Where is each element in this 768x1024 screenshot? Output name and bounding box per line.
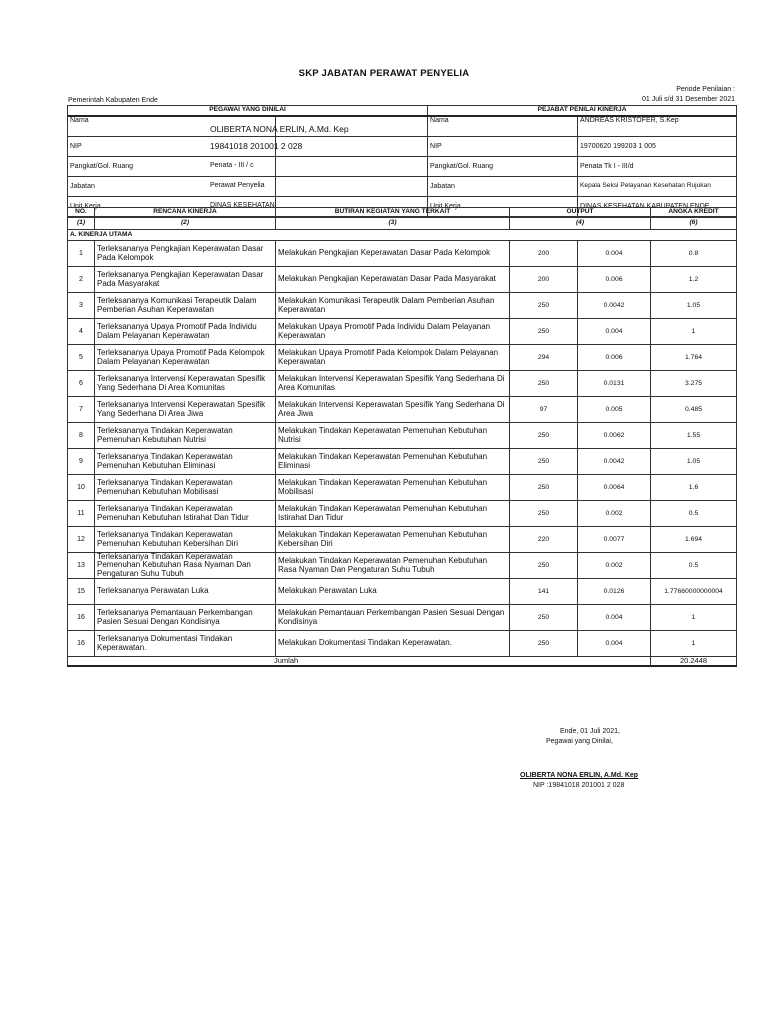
pegawai-pangkat-value [210, 157, 428, 177]
table-row [68, 267, 737, 293]
table-row [68, 605, 737, 631]
row-rencana: Terleksananya Dokumentasi Tindakan Keperawatan. [95, 631, 276, 657]
pegawai-header: PEGAWAI YANG DINILAI [68, 106, 428, 117]
identity-row-jabatan [68, 177, 737, 197]
row-no: 1 [68, 241, 95, 267]
row-no: 4 [68, 319, 95, 345]
table-row [68, 241, 737, 267]
row-rencana: Terleksananya Tindakan Keperawatan Pemenuhan Kebutuhan Nutrisi [95, 423, 276, 449]
signature-name: OLIBERTA NONA ERLIN, A.Md. Kep [520, 772, 639, 779]
row-rencana: Terleksananya Tindakan Keperawatan Pemenuhan Kebutuhan Eliminasi [95, 449, 276, 475]
row-angka-kredit: 1.6 [651, 475, 737, 501]
row-rencana: Terleksananya Upaya Promotif Pada Individu Dalam Pelayanan Keperawatan [95, 319, 276, 345]
periode-value: 01 Juli s/d 31 Desember 2021 [642, 96, 735, 103]
section-label: A. KINERJA UTAMA [68, 230, 737, 241]
col-no-header: NO. [68, 208, 95, 218]
row-butiran: Melakukan Tindakan Keperawatan Pemenuhan Kebutuhan Istirahat Dan Tidur [276, 501, 510, 527]
table-row [68, 423, 737, 449]
col-output-header: OUTPUT [510, 208, 651, 218]
pejabat-pangkat-label: Pangkat/Gol. Ruang [428, 157, 578, 177]
row-butiran: Melakukan Komunikasi Terapeutik Dalam Pemberian Asuhan Keperawatan [276, 293, 510, 319]
pegawai-nip-label: NIP [68, 137, 276, 157]
row-angka-kredit: 1.2 [651, 267, 737, 293]
row-output-volume: 250 [510, 423, 578, 449]
total-value: 20.2448 [651, 657, 737, 667]
row-no: 2 [68, 267, 95, 293]
row-angka-kredit: 0.485 [651, 397, 737, 423]
row-output-kredit: 0.004 [578, 241, 651, 267]
row-butiran: Melakukan Dokumentasi Tindakan Keperawatan. [276, 631, 510, 657]
row-butiran: Melakukan Tindakan Keperawatan Pemenuhan Kebutuhan Mobilisasi [276, 475, 510, 501]
row-angka-kredit: 1.77660000000004 [651, 579, 737, 605]
row-output-kredit: 0.002 [578, 501, 651, 527]
row-angka-kredit: 1.55 [651, 423, 737, 449]
row-output-volume: 97 [510, 397, 578, 423]
row-no: 16 [68, 631, 95, 657]
row-output-volume: 200 [510, 267, 578, 293]
row-no: 3 [68, 293, 95, 319]
row-output-kredit: 0.0077 [578, 527, 651, 553]
row-rencana: Terleksananya Intervensi Keperawatan Spesifik Yang Sederhana Di Area Jiwa [95, 397, 276, 423]
pegawai-unit-label: Unit Kerja [68, 197, 276, 217]
row-output-kredit: 0.005 [578, 397, 651, 423]
identity-row-nama [68, 116, 737, 137]
row-angka-kredit: 0.5 [651, 501, 737, 527]
row-output-volume: 250 [510, 371, 578, 397]
row-rencana: Terleksananya Upaya Promotif Pada Kelompok Dalam Pelayanan Keperawatan [95, 345, 276, 371]
col-angka-header: ANGKA KREDIT [651, 208, 737, 218]
pejabat-nama-value: ANDREAS KRISTOFER, S.Kep [578, 116, 737, 137]
kinerja-table [67, 207, 737, 667]
row-rencana: Terleksananya Tindakan Keperawatan Pemenuhan Kebutuhan Kebersihan Diri [95, 527, 276, 553]
kinerja-rows [68, 241, 737, 657]
row-angka-kredit: 1.764 [651, 345, 737, 371]
row-rencana: Terleksananya Pengkajian Keperawatan Dasar Pada Kelompok [95, 241, 276, 267]
row-output-kredit: 0.004 [578, 631, 651, 657]
row-output-volume: 294 [510, 345, 578, 371]
total-row [68, 657, 737, 667]
row-output-kredit: 0.004 [578, 605, 651, 631]
row-output-kredit: 0.0064 [578, 475, 651, 501]
table-row [68, 319, 737, 345]
table-row [68, 293, 737, 319]
row-output-kredit: 0.004 [578, 319, 651, 345]
col-number-1: (1) [68, 218, 95, 230]
row-butiran: Melakukan Tindakan Keperawatan Pemenuhan Kebutuhan Kebersihan Diri [276, 527, 510, 553]
column-number-row [68, 218, 737, 230]
pejabat-unit-label: Unit Kerja [428, 197, 578, 217]
row-no: 12 [68, 527, 95, 553]
pegawai-nama-label: Nama [68, 116, 276, 137]
row-output-kredit: 0.006 [578, 345, 651, 371]
row-rencana: Terleksananya Pemantauan Perkembangan Pasien Sesuai Dengan Kondisinya [95, 605, 276, 631]
row-output-kredit: 0.002 [578, 553, 651, 579]
row-angka-kredit: 1 [651, 631, 737, 657]
row-angka-kredit: 0.5 [651, 553, 737, 579]
row-output-volume: 200 [510, 241, 578, 267]
pegawai-nip-value [210, 137, 428, 157]
row-angka-kredit: 1.694 [651, 527, 737, 553]
row-no: 11 [68, 501, 95, 527]
signature-date: Ende, 01 Juli 2021, [560, 728, 620, 735]
column-header-row [68, 208, 737, 218]
row-output-kredit: 0.0126 [578, 579, 651, 605]
row-angka-kredit: 1.05 [651, 449, 737, 475]
pegawai-nama-value [210, 116, 428, 137]
identity-row-nip [68, 137, 737, 157]
col-number-3: (3) [276, 218, 510, 230]
pegawai-jabatan-label: Jabatan [68, 177, 276, 197]
row-butiran: Melakukan Intervensi Keperawatan Spesifik Yang Sederhana Di Area Komunitas [276, 371, 510, 397]
pejabat-nama-label: Nama [428, 116, 578, 137]
row-rencana: Terleksananya Tindakan Keperawatan Pemenuhan Kebutuhan Rasa Nyaman Dan Pengaturan Suhu Tubuh [95, 553, 276, 579]
table-row [68, 475, 737, 501]
row-output-volume: 141 [510, 579, 578, 605]
table-row [68, 501, 737, 527]
row-output-volume: 250 [510, 449, 578, 475]
row-no: 6 [68, 371, 95, 397]
pejabat-jabatan-label: Jabatan [428, 177, 578, 197]
periode-label: Periode Penilaian : [676, 86, 735, 93]
identity-header-row [68, 106, 737, 117]
row-butiran: Melakukan Pengkajian Keperawatan Dasar Pada Kelompok [276, 241, 510, 267]
table-row [68, 449, 737, 475]
row-butiran: Melakukan Perawatan Luka [276, 579, 510, 605]
row-no: 13 [68, 553, 95, 579]
row-output-volume: 250 [510, 631, 578, 657]
row-rencana: Terleksananya Intervensi Keperawatan Spesifik Yang Sederhana Di Area Komunitas [95, 371, 276, 397]
pegawai-unit-text: DINAS KESEHATAN [210, 202, 275, 209]
row-angka-kredit: 1.05 [651, 293, 737, 319]
row-no: 16 [68, 605, 95, 631]
row-output-volume: 220 [510, 527, 578, 553]
row-no: 7 [68, 397, 95, 423]
table-row [68, 397, 737, 423]
document-title: SKP JABATAN PERAWAT PENYELIA [298, 68, 470, 79]
pejabat-nip-label: NIP [428, 137, 578, 157]
signature-role: Pegawai yang Dinilai, [546, 738, 613, 745]
pegawai-jabatan-text: Perawat Penyelia [210, 182, 265, 189]
pejabat-unit-value: DINAS KESEHATAN KABUPATEN ENDE [578, 197, 737, 217]
row-angka-kredit: 1 [651, 605, 737, 631]
pegawai-pangkat-text: Penata - III / c [210, 162, 254, 169]
pejabat-jabatan-value: Kepala Seksi Pelayanan Kesehatan Rujukan [578, 177, 737, 197]
row-angka-kredit: 3.275 [651, 371, 737, 397]
table-row [68, 553, 737, 579]
row-output-volume: 250 [510, 553, 578, 579]
pejabat-pangkat-value: Penata Tk I - III/d [578, 157, 737, 177]
row-butiran: Melakukan Tindakan Keperawatan Pemenuhan Kebutuhan Rasa Nyaman Dan Pengaturan Suhu Tubuh [276, 553, 510, 579]
table-row [68, 371, 737, 397]
pegawai-nama-text: OLIBERTA NONA ERLIN, A.Md. Kep [210, 124, 349, 135]
pegawai-pangkat-label: Pangkat/Gol. Ruang [68, 157, 276, 177]
row-output-kredit: 0.0042 [578, 449, 651, 475]
pegawai-jabatan-value [210, 177, 428, 197]
col-number-2: (2) [95, 218, 276, 230]
row-output-kredit: 0.006 [578, 267, 651, 293]
row-output-kredit: 0.0042 [578, 293, 651, 319]
signature-nip: NIP :19841018 201001 2 028 [533, 782, 625, 789]
section-row [68, 230, 737, 241]
col-number-4: (4) [510, 218, 651, 230]
table-row [68, 527, 737, 553]
row-butiran: Melakukan Tindakan Keperawatan Pemenuhan Kebutuhan Nutrisi [276, 423, 510, 449]
row-output-volume: 250 [510, 475, 578, 501]
identity-row-pangkat [68, 157, 737, 177]
row-output-volume: 250 [510, 501, 578, 527]
row-output-volume: 250 [510, 319, 578, 345]
identity-table [67, 105, 737, 217]
row-butiran: Melakukan Upaya Promotif Pada Kelompok Dalam Pelayanan Keperawatan [276, 345, 510, 371]
total-label: Jumlah [68, 657, 651, 667]
row-rencana: Terleksananya Pengkajian Keperawatan Dasar Pada Masyarakat [95, 267, 276, 293]
row-output-kredit: 0.0062 [578, 423, 651, 449]
row-no: 15 [68, 579, 95, 605]
col-rencana-header: RENCANA KINERJA [95, 208, 276, 218]
row-angka-kredit: 0.8 [651, 241, 737, 267]
pemerintah-label: Pemerintah Kabupaten Ende [68, 97, 158, 104]
row-butiran: Melakukan Pemantauan Perkembangan Pasien Sesuai Dengan Kondisinya [276, 605, 510, 631]
row-butiran: Melakukan Tindakan Keperawatan Pemenuhan Kebutuhan Eliminasi [276, 449, 510, 475]
row-no: 8 [68, 423, 95, 449]
col-butiran-header: BUTIRAN KEGIATAN YANG TERKAIT [276, 208, 510, 218]
row-rencana: Terleksananya Perawatan Luka [95, 579, 276, 605]
row-angka-kredit: 1 [651, 319, 737, 345]
row-butiran: Melakukan Upaya Promotif Pada Individu Dalam Pelayanan Keperawatan [276, 319, 510, 345]
row-rencana: Terleksananya Tindakan Keperawatan Pemenuhan Kebutuhan Mobilisasi [95, 475, 276, 501]
table-row [68, 631, 737, 657]
pejabat-header: PEJABAT PENILAI KINERJA [428, 106, 737, 117]
row-rencana: Terleksananya Komunikasi Terapeutik Dalam Pemberian Asuhan Keperawatan [95, 293, 276, 319]
row-no: 9 [68, 449, 95, 475]
col-number-6: (6) [651, 218, 737, 230]
table-row [68, 345, 737, 371]
row-butiran: Melakukan Intervensi Keperawatan Spesifik Yang Sederhana Di Area Jiwa [276, 397, 510, 423]
table-row [68, 579, 737, 605]
pejabat-nip-value: 19700620 199203 1 005 [578, 137, 737, 157]
row-output-volume: 250 [510, 605, 578, 631]
row-output-volume: 250 [510, 293, 578, 319]
pegawai-nip-text: 19841018 201001 2 028 [210, 141, 303, 151]
row-rencana: Terleksananya Tindakan Keperawatan Pemenuhan Kebutuhan Istirahat Dan Tidur [95, 501, 276, 527]
row-no: 10 [68, 475, 95, 501]
row-no: 5 [68, 345, 95, 371]
row-butiran: Melakukan Pengkajian Keperawatan Dasar Pada Masyarakat [276, 267, 510, 293]
row-output-kredit: 0.0131 [578, 371, 651, 397]
